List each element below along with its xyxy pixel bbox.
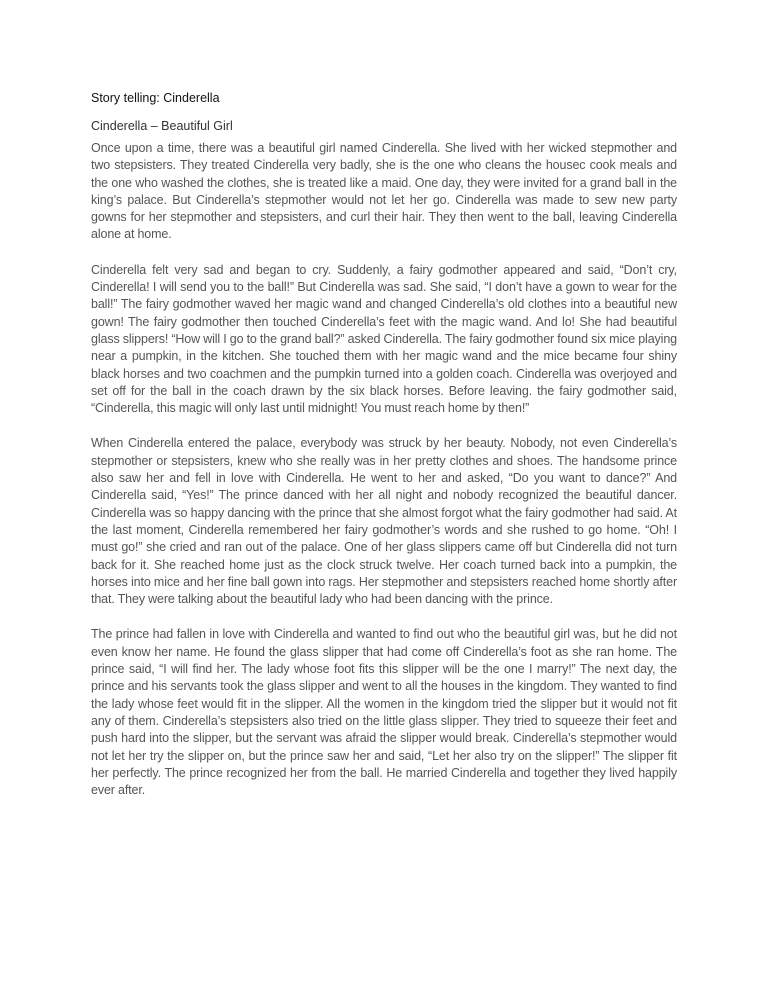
paragraph-4: The prince had fallen in love with Cinderella and wanted to find out who the beautiful girl was, but he did not even know her name. He found the glass slipper that had come off Cinderella’s foot as she ran home. The prince said, “I will find her. The lady whose foot fits this slipper will be the one I marry!” The next day, the prince and his servants took the glass slipper and went to all the houses in the kingdom. They wanted to find the lady whose feet would fit in the slipper. All the women in the kingdom tried the slipper but it would not fit any of them. Cinderella’s stepsisters also tried on the little glass slipper. They tried to squeeze their feet and push hard into the slipper, but the servant was afraid the slipper would break. Cinderella’s stepmother would not let her try the slipper on, but the prince saw her and said, “Let her also try on the slipper!” The slipper fit her perfectly. The prince recognized her from the ball. He married Cinderella and together they lived happily ever after. (91, 627, 677, 798)
document-subtitle: Cinderella – Beautiful Girl (91, 119, 233, 133)
paragraph-1: Once upon a time, there was a beautiful girl named Cinderella. She lived with her wicked stepmother and two stepsisters. They treated Cinderella very badly, she is the one who cleans the housec cook meals and the one who washed the clothes, she is treated like a maid. One day, they were invited for a grand ball in the king’s palace. But Cinderella’s stepmother would not let her go. Cinderella was made to sew new party gowns for her stepmother and stepsisters, and curl their hair. They then went to the ball, leaving Cinderella alone at home. (91, 141, 677, 242)
document-title: Story telling: Cinderella (91, 91, 220, 105)
document-body (91, 90, 677, 817)
paragraph-3: When Cinderella entered the palace, everybody was struck by her beauty. Nobody, not even Cinderella’s stepmother or stepsisters, knew who she really was in her pretty clothes and shoes. The handsome prince also saw her and fell in love with Cinderella. He went to her and asked, “Do you want to dance?” And Cinderella said, “Yes!” The prince danced with her all night and nobody recognized the beautiful dancer. Cinderella was so happy dancing with the prince that she almost forgot what the fairy godmother had said. At the last moment, Cinderella remembered her fairy godmother’s words and she rushed to go home. “Oh! I must go!” she cried and ran out of the palace. One of her glass slippers came off but Cinderella did not turn back for it. She reached home just as the clock struck twelve. Her coach turned back into a pumpkin, the horses into mice and her fine ball gown into rags. Her stepmother and stepsisters reached home shortly after that. They were talking about the beautiful lady who had been dancing with the prince. (91, 436, 677, 607)
paragraph-2: Cinderella felt very sad and began to cry. Suddenly, a fairy godmother appeared and said, “Don’t cry, Cinderella! I will send you to the ball!” But Cinderella was sad. She said, “I don’t have a gown to wear for the ball!” The fairy godmother waved her magic wand and changed Cinderella’s old clothes into a beautiful new gown! The fairy godmother then touched Cinderella’s feet with the magic wand. And lo! She had beautiful glass slippers! “How will I go to the grand ball?” asked Cinderella. The fairy godmother found six mice playing near a pumpkin, in the kitchen. She touched them with her magic wand and the mice became four shiny black horses and two coachmen and the pumpkin turned into a golden coach. Cinderella was overjoyed and set off for the ball in the coach drawn by the six black horses. Before leaving. the fairy godmother said, “Cinderella, this magic will only last until midnight! You must reach home by then!” (91, 262, 677, 416)
